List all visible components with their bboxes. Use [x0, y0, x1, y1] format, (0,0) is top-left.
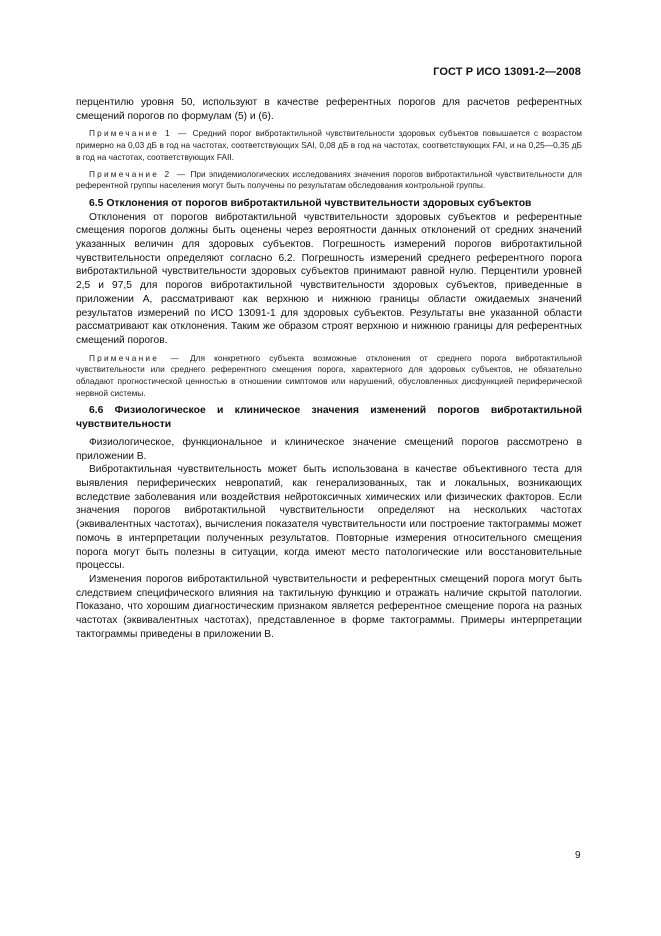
paragraph-6-6-c: Изменения порогов вибротактильной чувствительности и референтных смещений порога могут быть следствием специфического влияния на тактильную функцию и отражать наличие скрытой патологии. Показано, что хорошим диагностическим признаком является референтное смещение порога на разных частотах (эквивалентных частотах), представленное в форме тактограммы. Примеры интерпретации тактограммы приведены в приложении В. [76, 573, 582, 640]
note-2-text: При эпидемиологических исследованиях значения порогов вибротактильной чувствительности для референтной группы населения могут быть получены по результатам обследования контрольной группы. [76, 168, 582, 191]
note-2 [76, 169, 582, 192]
section-heading-6-6: 6.6 Физиологическое и клиническое значения изменений порогов вибротактильной чувствительности [76, 405, 582, 431]
section-heading-6-5: 6.5 Отклонения от порогов вибротактильной чувствительности здоровых субъектов [89, 197, 532, 209]
paragraph-continuation: перцентилю уровня 50, используют в качестве референтных порогов для расчетов референтных смещений порогов по формулам (5) и (6). [76, 97, 582, 122]
document-body [76, 96, 582, 641]
note-1-text: Средний порог вибротактильной чувствительности здоровых субъектов повышается с возрастом примерно на 0,03 дБ в год на частотах, соответствующих SAI, 0,08 дБ в год на частотах, соответствующих FAI, и на 0,25—0,35 дБ в год на частотах, соответствующих FAII. [76, 128, 582, 162]
paragraph-6-6-b: Вибротактильная чувствительность может быть использована в качестве объективного теста для выявления периферических невропатий, как генерализованных, так и локальных, возникающих вследствие заболевания или воздействия нейротоксичных химических или физических факторов. Если значения порогов вибротактильной чувствительности определяют на нескольких частотах (эквивалентных частотах), вычисления показателя чувствительности или построение тактограммы может помочь в интерпретации полученных результатов. Повторные измерения относительного смещения порога могут быть полезны в ситуации, когда имеют место патологические или восстановительные процессы. [76, 464, 582, 572]
note-2-label: Примечание 2 — [89, 168, 188, 179]
note-3-text: Для конкретного субъекта возможные отклонения от среднего порога вибротактильной чувствительности или среднего референтного смещения порога, характерного для здоровых субъектов, не обязательно обладают прогностической ценностью в отношении симптомов или нарушений, обусловленных дисфункцией периферической нервной системы. [76, 352, 582, 398]
note-3-label: Примечание — [89, 352, 181, 363]
note-1-label: Примечание 1 — [89, 128, 189, 139]
paragraph-6-6-a: Физиологическое, функциональное и клиническое значение смещений порогов рассмотрено в приложении В. [76, 436, 582, 462]
note-3 [76, 353, 582, 400]
paragraph-6-5: Отклонения от порогов вибротактильной чувствительности здоровых субъектов и референтные смещения порогов должны быть оценены через вероятности данных отклонений от средних значений указанных величин для здоровых субъектов. Погрешность измерений порогов вибротактильной чувствительности определяют согласно 6.2. Погрешность измерений среднего референтного порога вибротактильной чувствительности здоровых субъектов принимают равной нулю. Перцентили уровней 2,5 и 97,5 для порогов вибротактильной чувствительности здоровых субъектов, приведенные в приложении А, рассматривают как верхнюю и нижнюю границы области ожидаемых значений результатов измерений по ИСО 13091-1 для здоровых субъектов. Результаты вне указанной области рассматривают как отклонения. Таким же образом строят верхнюю и нижнюю границы для референтных смещений порогов. [76, 211, 582, 346]
note-1 [76, 128, 582, 163]
page-number: 9 [575, 850, 581, 861]
document-code-header: ГОСТ Р ИСО 13091-2—2008 [433, 66, 581, 78]
